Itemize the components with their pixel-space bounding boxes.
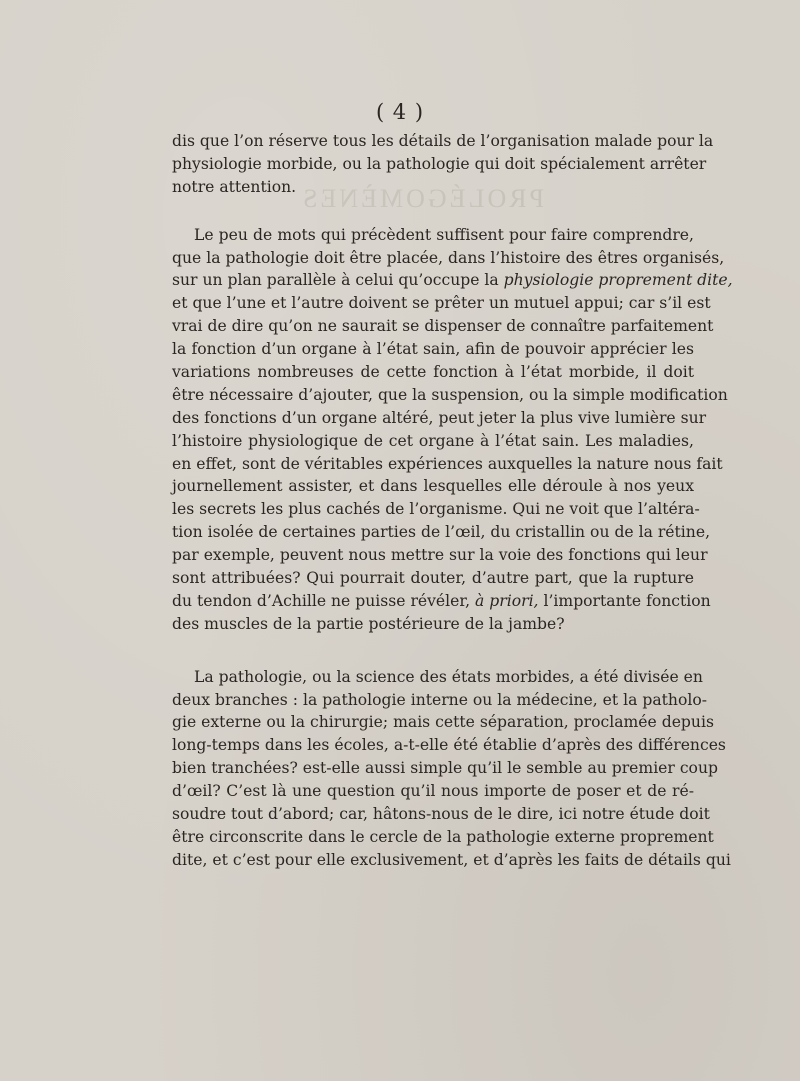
text-line: vrai de dire qu’on ne saurait se dispenser de connaître parfaitement — [172, 317, 714, 336]
text-line: physiologie morbide, ou la pathologie qui doit spécialement arrêter — [172, 154, 707, 173]
text-line: par exemple, peuvent nous mettre sur la voie des fonctions qui leur — [172, 546, 708, 565]
text-line: gie externe ou la chirurgie; mais cette séparation, proclamée depuis — [172, 713, 714, 732]
text-line: et que l’une et l’autre doivent se prêter un mutuel appui; car s’il est — [172, 294, 711, 313]
text-line: que la pathologie doit être placée, dans l’histoire des êtres organisés, — [172, 248, 725, 267]
text-line: sont attribuées? Qui pourrait douter, d’autre part, que la rupture — [172, 569, 694, 588]
text-line: Le peu de mots qui précèdent suffisent pour faire comprendre, — [194, 225, 694, 244]
text-line: les secrets les plus cachés de l’organisme. Qui ne voit que l’altéra- — [172, 500, 700, 519]
page-number: ( 4 ) — [375, 100, 425, 124]
text-line: des muscles de la partie postérieure de la jambe? — [172, 614, 565, 633]
paragraph-gap — [172, 199, 694, 224]
italic-phrase: physiologie proprement dite, — [503, 271, 733, 290]
paragraph-3 — [172, 666, 731, 872]
text-line: journellement assister, et dans lesquelles elle déroule à nos yeux — [172, 477, 694, 496]
text-line: l’histoire physiologique de cet organe à l’état sain. Les maladies, — [172, 431, 694, 450]
paragraph-2 — [172, 224, 733, 636]
text-segment: l’importante fonction — [538, 591, 711, 610]
text-line: d’œil? C’est là une question qu’il nous importe de poser et de ré- — [172, 782, 694, 801]
text-segment: sur un plan parallèle à celui qu’occupe la — [172, 271, 504, 290]
text-line: en effet, sont de véritables expériences auxquelles la nature nous fait — [172, 454, 723, 473]
text-line: dis que l’on réserve tous les détails de l’organisation malade pour la — [172, 132, 714, 150]
text-line: des fonctions d’un organe altéré, peut jeter la plus vive lumière sur — [172, 408, 707, 427]
text-line: variations nombreuses de cette fonction à l’état morbide, il doit — [172, 363, 694, 382]
text-line: notre attention. — [172, 177, 297, 196]
text-line: soudre tout d’abord; car, hâtons-nous de le dire, ici notre étude doit — [172, 805, 710, 824]
text-line: long-temps dans les écoles, a-t-elle été établie d’après des différences — [172, 736, 726, 755]
text-line: deux branches : la pathologie interne ou la médecine, et la patholo- — [172, 690, 707, 709]
text-line: bien tranchées? est-elle aussi simple qu’il le semble au premier coup — [172, 759, 718, 778]
body-text — [172, 130, 733, 872]
paragraph-gap — [172, 636, 694, 666]
paragraph-1 — [172, 130, 714, 199]
text-line: la fonction d’un organe à l’état sain, afin de pouvoir apprécier les — [172, 340, 694, 359]
text-line-mixed — [172, 269, 733, 292]
text-line: tion isolée de certaines parties de l’œil, du cristallin ou de la rétine, — [172, 523, 711, 542]
text-line: être nécessaire d’ajouter, que la suspension, ou la simple modification — [172, 385, 728, 404]
text-line: dite, et c’est pour elle exclusivement, et d’après les faits de détails qui — [172, 850, 731, 869]
italic-phrase: à priori, — [475, 591, 539, 610]
bleed-through-text: PROLÉGOMÈNES — [300, 184, 545, 213]
text-segment: du tendon d’Achille ne puisse révéler, — [172, 591, 476, 610]
text-line: être circonscrite dans le cercle de la pathologie externe proprement — [172, 827, 714, 846]
text-line-mixed — [172, 590, 711, 613]
text-line: La pathologie, ou la science des états morbides, a été divisée en — [194, 667, 703, 686]
